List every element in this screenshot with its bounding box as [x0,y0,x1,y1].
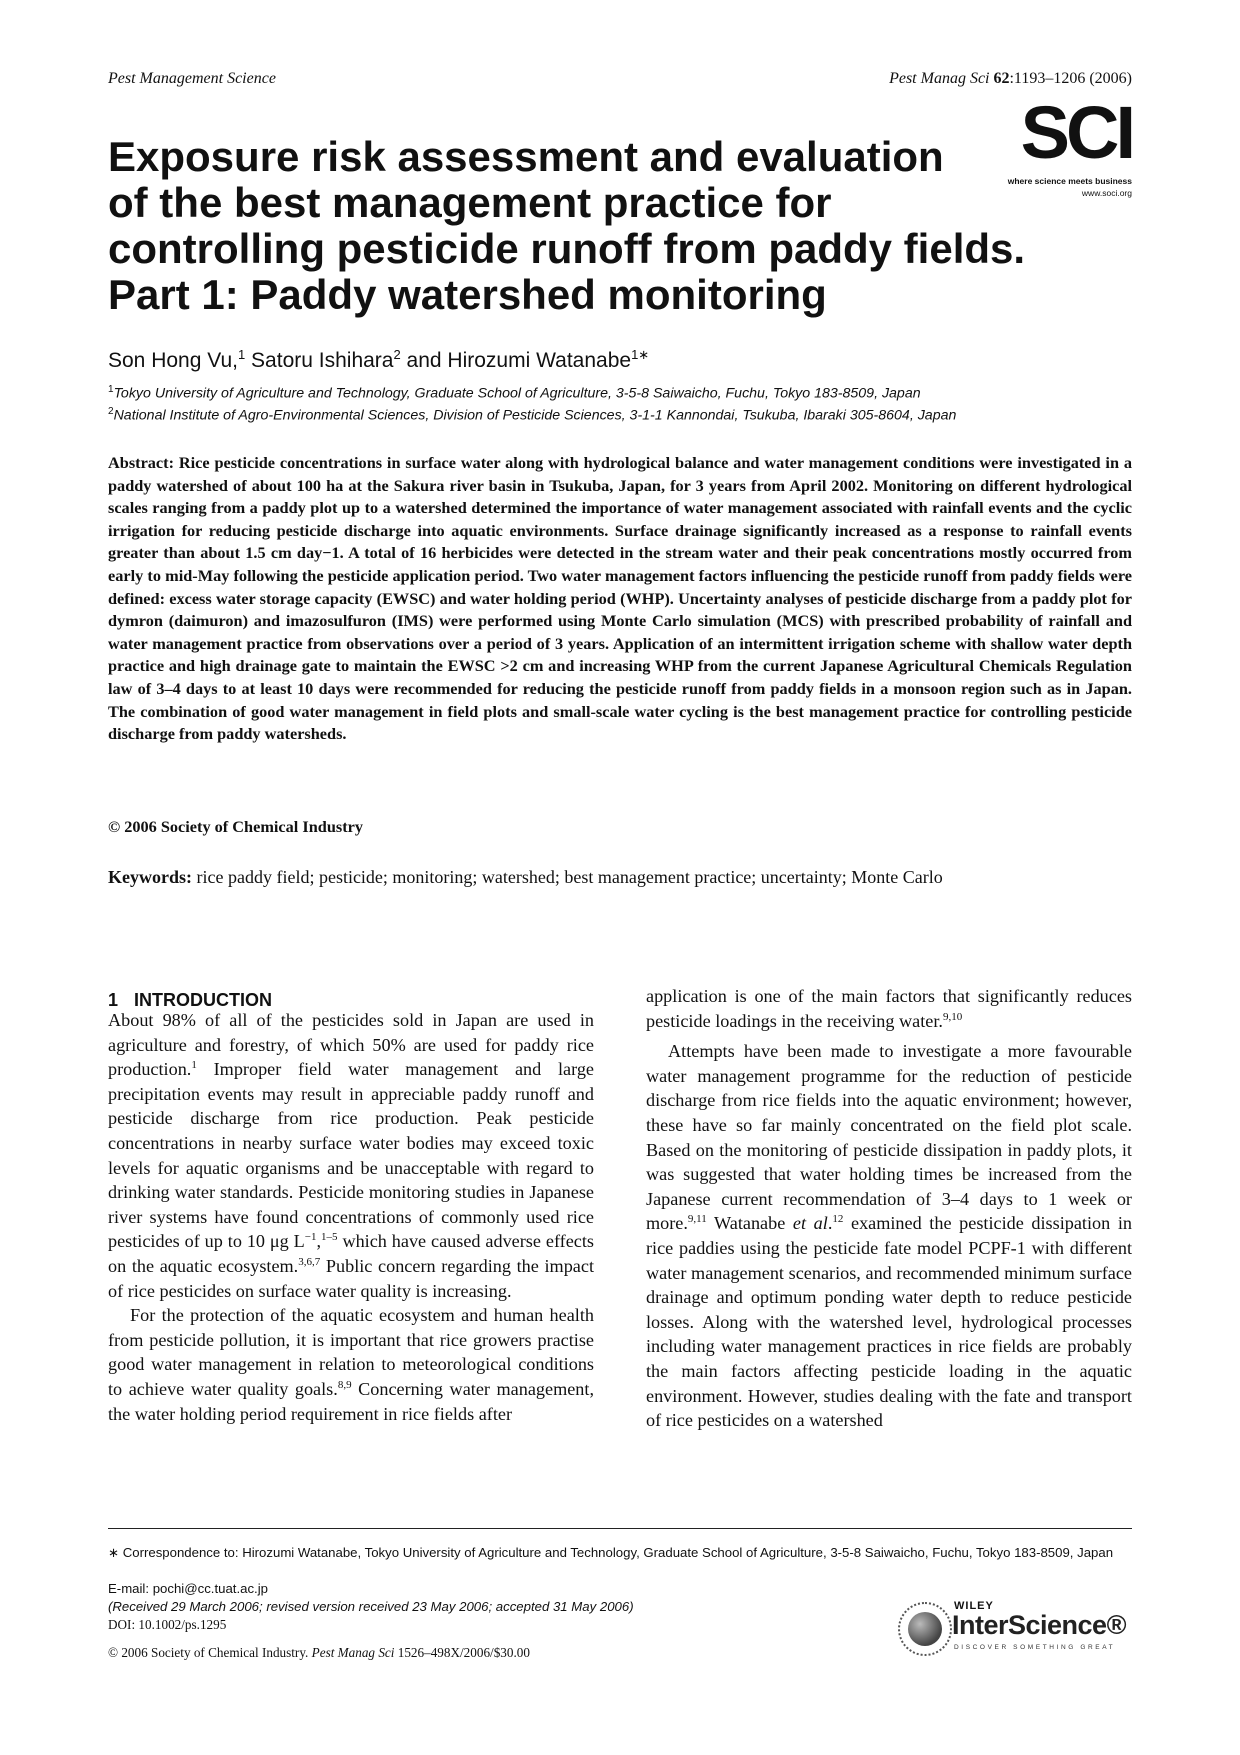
right-column [646,984,1132,1433]
keywords [108,865,1132,889]
author-list [108,347,649,373]
sci-logo-url: www.soci.org [1081,188,1132,198]
author-name: Satoru Ishihara [245,349,394,372]
section-number: 1 [108,990,119,1010]
affiliation-2 [108,406,956,424]
title-line: Exposure risk assessment and evaluation [108,133,944,180]
footnote-divider [108,1528,1132,1529]
citation-pages: :1193–1206 (2006) [1009,70,1132,87]
affiliation-number: 1 [108,384,114,395]
affiliation-number: 2 [108,406,114,417]
page-copyright: © 2006 Society of Chemical Industry. Pest Manag Sci 1526–498X/2006/$30.00 [108,1645,530,1660]
interscience-label: InterScience® [952,1610,1126,1640]
citation-journal: Pest Manag Sci [889,70,990,87]
left-column [108,1008,594,1426]
globe-icon [908,1612,942,1646]
interscience-tagline: DISCOVER SOMETHING GREAT [954,1644,1116,1651]
abstract-text: Abstract: Rice pesticide concentrations in surface water along with hydrological balance and water management conditions were investigated in a paddy watershed of about 100 ha at the Sakura river basin in Tsukuba, Japan, for 3 years from April 2002. Monitoring on different hydrological scales ranging from a paddy plot up to a watershed determined the importance of water management associated with rainfall events and the cyclic irrigation for reducing pesticide discharge into aquatic environments. Surface drainage significantly increased as a response to rainfall events greater than about 1.5 cm day−1. A total of 16 herbicides were detected in the stream water and their peak concentrations mostly occurred from early to mid-May following the pesticide application period. Two water management factors influencing the pesticide runoff from paddy fields were defined: excess water storage capacity (EWSC) and water holding period (WHP). Uncertainty analyses of pesticide discharge from a paddy plot for dymron (daimuron) and imazosulfuron (IMS) were performed using Monte Carlo simulation (MCS) with prescribed probability of rainfall and water management practice from observations over a period of 3 years. Application of an intermittent irrigation scheme with shallow water depth practice and high drainage gate to maintain the EWSC >2 cm and increasing WHP from the current Japanese Agricultural Chemicals Regulation law of 3–4 days to at least 10 days were recommended for reducing the pesticide runoff from paddy fields in a monsoon region such as in Japan. The combination of good water management in field plots and small-scale water cycling is the best management practice for controlling pesticide discharge from paddy watersheds. [108,453,1132,744]
received-dates: (Received 29 March 2006; revised version received 23 May 2006; accepted 31 May 2006) [108,1599,634,1614]
paragraph: Attempts have been made to investigate a more favourable water management programme for the reduction of pesticide discharge from rice fields into the aquatic environment; however, these have so far mainly concentrated on the field plot scale. Based on the monitoring of pesticide dissipation in paddy plots, it was suggested that water holding times be increased from the Japanese current recommendation of 3–4 days to 1 week or more.$^{9,11}$ Watanabe et al.$^{12}$ examined the pesticide dissipation in rice paddies using the pesticide fate model PCPF-1 with different water management scenarios, and recommended minimum surface drainage and optimum ponding water depth to reduce pesticide losses. Along with the watershed level, hydrological processes including water management practices in rice fields are probably the main factors affecting pesticide loading in the aquatic environment. However, studies dealing with the fate and transport of rice pesticides on a watershed [646,1041,1132,1431]
paragraph: For the protection of the aquatic ecosystem and human health from pesticide pollution, it is important that rice growers practise good water management in relation to meteorological conditions to achieve water quality goals.$^{8,9}$ Concerning water management, the water holding period requirement in rice fields after [108,1305,594,1424]
doi: DOI: 10.1002/ps.1295 [108,1617,227,1632]
keywords-text: rice paddy field; pesticide; monitoring; watershed; best management practice; uncertainty; Monte Carlo [192,867,943,887]
title-line: controlling pesticide runoff from paddy fields. [108,225,1026,272]
sci-logo-mark: SCI [1020,91,1132,174]
author-affiliation-mark: 1 [237,347,246,362]
affiliation-text: National Institute of Agro-Environmental Sciences, Division of Pesticide Sciences, 3-1-1 Kannondai, Tsukuba, Ibaraki 305-8604, Japan [113,407,957,424]
affiliation-1 [108,384,921,402]
wiley-interscience-logo [894,1596,1134,1656]
paragraph: About 98% of all of the pesticides sold in Japan are used in agriculture and forestry, of which 50% are used for paddy rice production.$^1$ Improper field water management and large precipitation events may result in appreciable paddy runoff and pesticide discharge from rice production. Peak pesticide concentrations in nearby surface water bodies may exceed toxic levels for aquatic organisms and be unacceptable with regard to drinking water standards. Pesticide monitoring studies in Japanese river systems have found concentrations of commonly used rice pesticides of up to 10 μg $L^{-1},^{1-5}$ which have caused adverse effects on the aquatic ecosystem.$^{3,6,7}$ Public concern regarding the impact of rice pesticides on surface water quality is increasing. [108,1010,594,1301]
sci-logo-tagline: where science meets business [1007,176,1132,186]
abstract-copyright: © 2006 Society of Chemical Industry [108,817,364,836]
citation-volume: 62 [993,70,1010,87]
author-name: and Hirozumi Watanabe [400,349,632,372]
title-line: of the best management practice for [108,179,832,226]
keywords-label: Keywords: [108,867,192,887]
email-footnote: E-mail: pochi@cc.tuat.ac.jp [108,1581,268,1596]
article-title [108,134,1148,318]
running-head-citation [889,70,1132,88]
author-name: Son Hong Vu, [108,349,238,372]
section-title: INTRODUCTION [134,990,273,1010]
affiliation-text: Tokyo University of Agriculture and Technology, Graduate School of Agriculture, 3-5-8 Saiwaicho, Fuchu, Tokyo 183-8509, Japan [113,385,921,402]
wiley-label: WILEY [954,1600,994,1612]
title-line: Part 1: Paddy watershed monitoring [108,271,827,318]
correspondence-footnote: ∗ Correspondence to: Hirozumi Watanabe, Tokyo University of Agriculture and Technology, Graduate School of Agriculture, 3-5-8 Saiwaicho, Fuchu, Tokyo 183-8509, Japan [108,1545,1114,1560]
author-affiliation-mark: 2 [393,347,401,362]
author-affiliation-mark: 1∗ [631,347,650,362]
paragraph: application is one of the main factors that significantly reduces pesticide loadings in the receiving water.$^{9,10}$ [646,986,1132,1031]
running-head-journal: Pest Management Science [108,70,276,87]
